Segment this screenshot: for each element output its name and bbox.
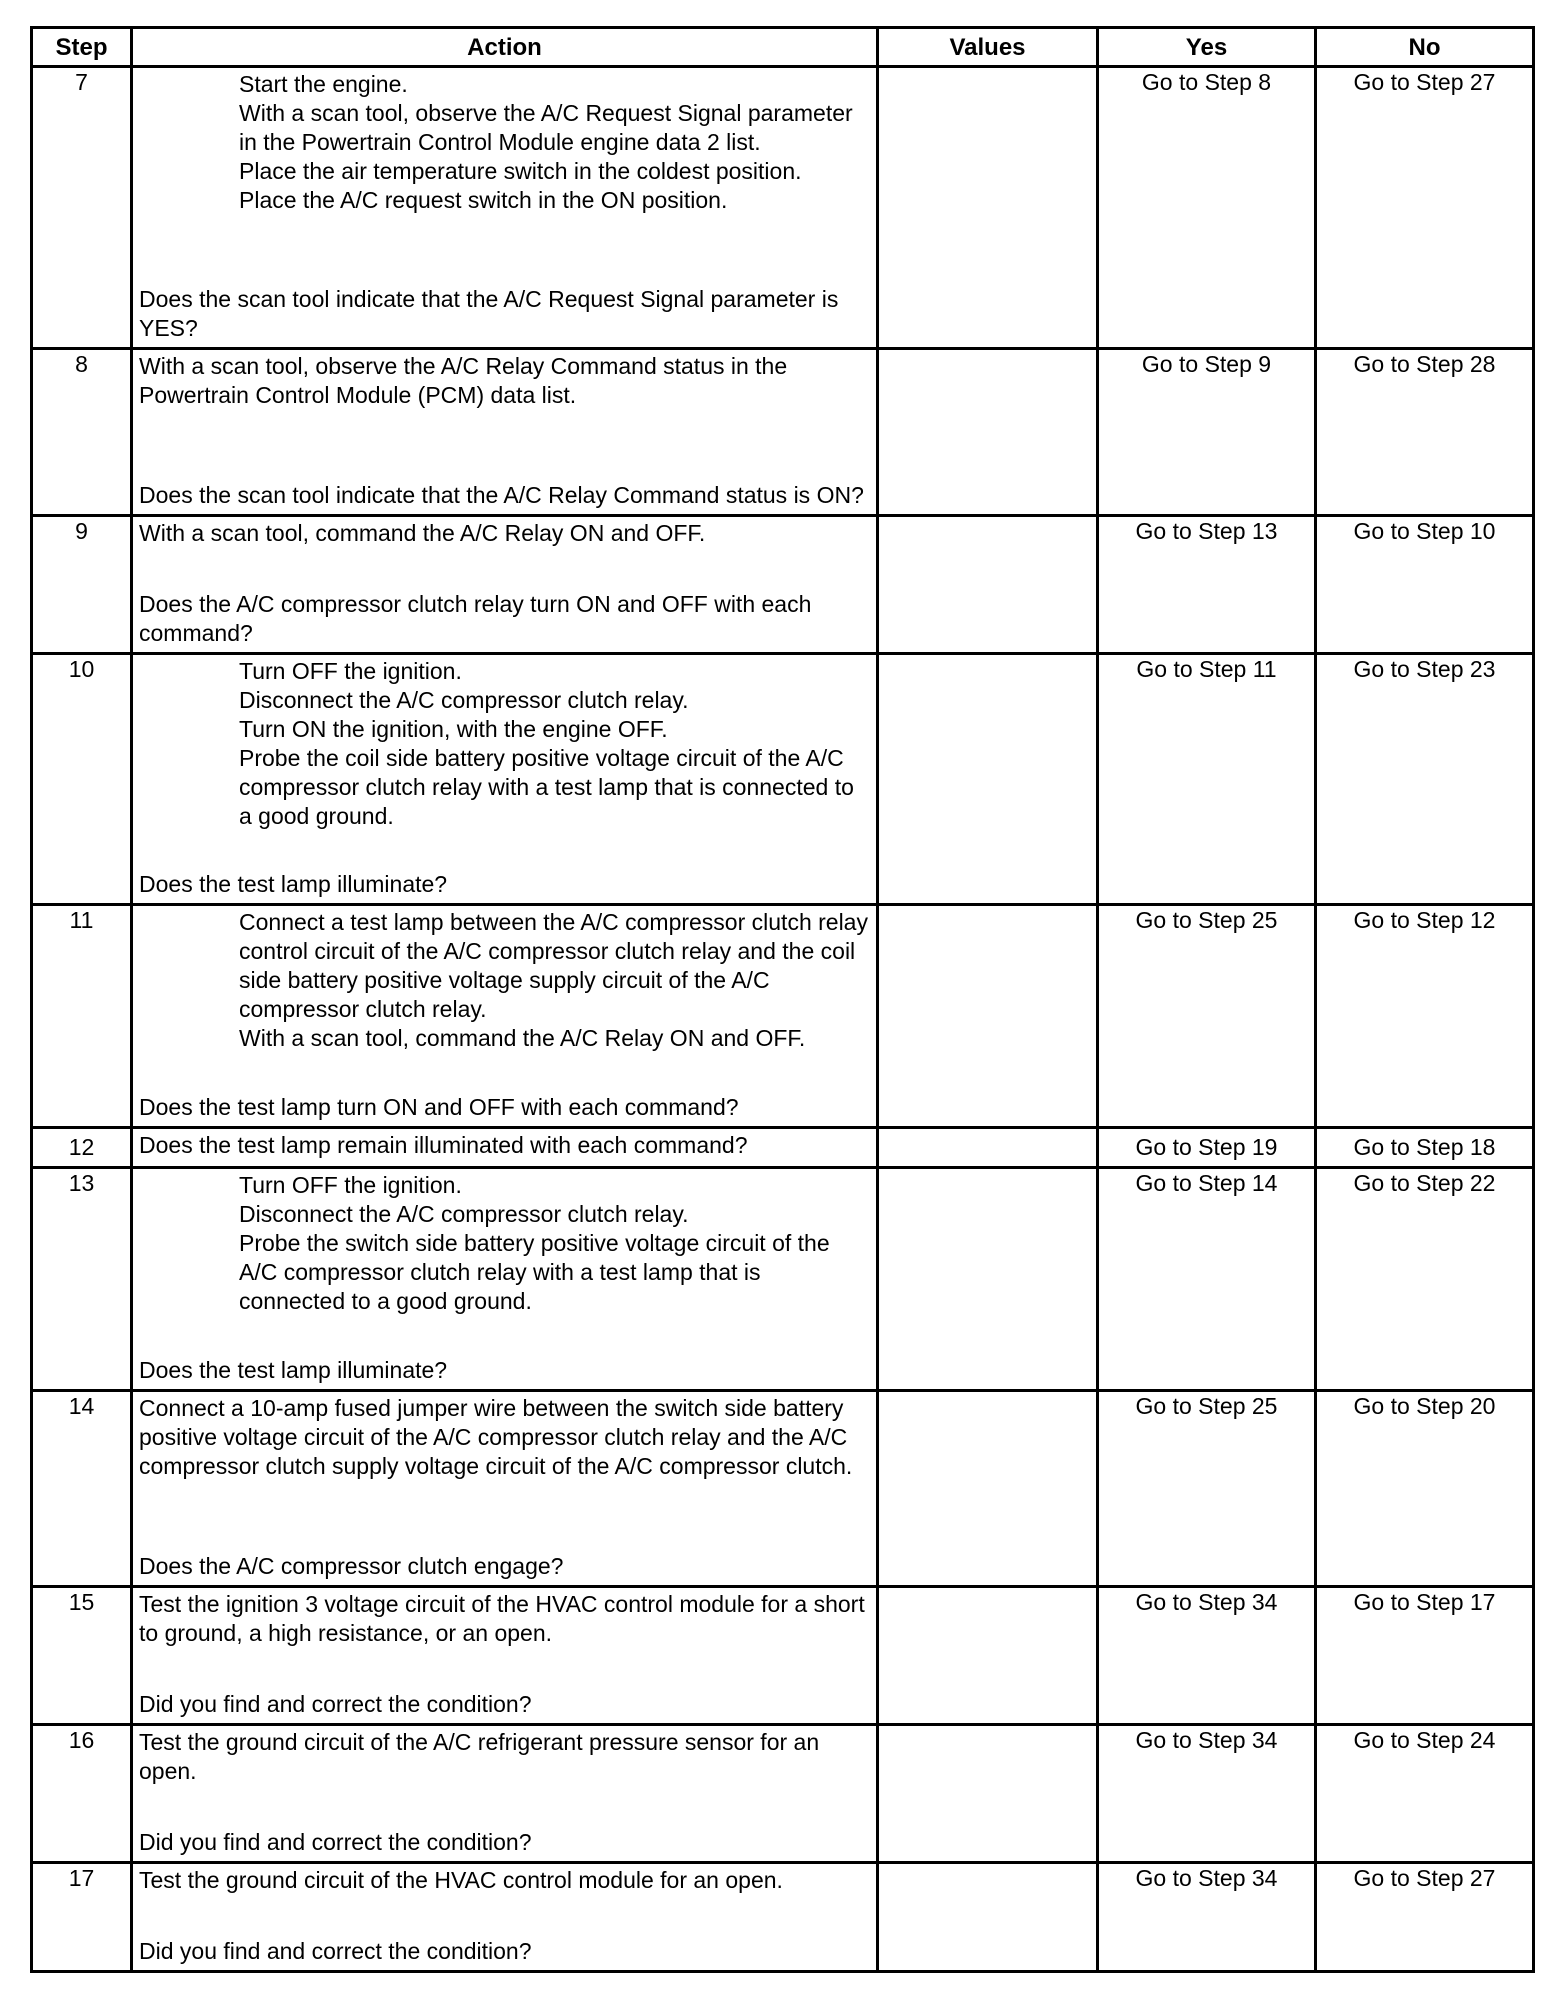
action-cell <box>132 905 878 1128</box>
step-number: 15 <box>32 1587 132 1725</box>
action-instruction-line: With a scan tool, observe the A/C Request Signal parameter in the Powertrain Control Module engine data 2 list. <box>239 100 853 155</box>
action-cell <box>132 1168 878 1391</box>
action-instructions <box>139 1171 870 1316</box>
action-instruction-line: Test the ground circuit of the A/C refrigerant pressure sensor for an open. <box>139 1729 820 1784</box>
action-instruction-line: Turn OFF the ignition. <box>239 1172 462 1198</box>
table-row <box>32 1168 1534 1391</box>
yes-goto: Go to Step 19 <box>1098 1128 1316 1168</box>
action-cell <box>132 1725 878 1863</box>
action-instructions <box>139 70 870 215</box>
action-instruction-line: Test the ground circuit of the HVAC control module for an open. <box>139 1867 783 1893</box>
step-number: 8 <box>32 349 132 516</box>
yes-goto: Go to Step 14 <box>1098 1168 1316 1391</box>
step-number: 11 <box>32 905 132 1128</box>
values-cell <box>878 654 1098 905</box>
step-number: 14 <box>32 1391 132 1587</box>
action-question: Does the test lamp illuminate? <box>139 871 448 897</box>
action-instruction-line: Turn OFF the ignition. <box>239 658 462 684</box>
action-instructions <box>139 1728 870 1786</box>
yes-goto: Go to Step 25 <box>1098 905 1316 1128</box>
step-number: 9 <box>32 516 132 654</box>
action-cell <box>132 654 878 905</box>
table-row <box>32 1725 1534 1863</box>
no-goto: Go to Step 27 <box>1316 67 1534 349</box>
action-instructions <box>139 908 870 1053</box>
step-number: 16 <box>32 1725 132 1863</box>
action-instruction-line: Connect a 10-amp fused jumper wire between the switch side battery positive voltage circuit of the A/C compressor clutch relay and the A/C compressor clutch supply voltage circuit of the A/C compressor clutch. <box>139 1395 853 1479</box>
action-instruction-line: Place the A/C request switch in the ON position. <box>239 187 728 213</box>
no-goto: Go to Step 18 <box>1316 1128 1534 1168</box>
action-instructions <box>139 1590 870 1648</box>
action-cell <box>132 67 878 349</box>
action-cell <box>132 1128 878 1168</box>
no-goto: Go to Step 22 <box>1316 1168 1534 1391</box>
yes-goto: Go to Step 9 <box>1098 349 1316 516</box>
action-cell <box>132 1587 878 1725</box>
header-step: Step <box>32 28 132 67</box>
yes-goto: Go to Step 25 <box>1098 1391 1316 1587</box>
header-row <box>32 28 1534 67</box>
yes-goto: Go to Step 34 <box>1098 1725 1316 1863</box>
table-row <box>32 1391 1534 1587</box>
table-row <box>32 516 1534 654</box>
no-goto: Go to Step 12 <box>1316 905 1534 1128</box>
no-goto: Go to Step 20 <box>1316 1391 1534 1587</box>
action-question: Does the test lamp remain illuminated with each command? <box>139 1132 748 1158</box>
values-cell <box>878 1391 1098 1587</box>
table-row <box>32 1128 1534 1168</box>
action-question: Does the A/C compressor clutch engage? <box>139 1553 564 1579</box>
action-instructions <box>139 519 870 548</box>
action-question: Does the test lamp illuminate? <box>139 1357 448 1383</box>
yes-goto: Go to Step 8 <box>1098 67 1316 349</box>
step-number: 7 <box>32 67 132 349</box>
action-question: Does the A/C compressor clutch relay turn ON and OFF with each command? <box>139 591 812 646</box>
action-instruction-line: Connect a test lamp between the A/C compressor clutch relay control circuit of the A/C compressor clutch relay and the coil side battery positive voltage supply circuit of the A/C compressor clutch relay. <box>239 909 868 1022</box>
values-cell <box>878 905 1098 1128</box>
action-instruction-line: Probe the coil side battery positive voltage circuit of the A/C compressor clutch relay with a test lamp that is connected to a good ground. <box>239 745 854 829</box>
action-instructions <box>139 1394 870 1481</box>
action-instructions <box>139 657 870 831</box>
header-action: Action <box>132 28 878 67</box>
action-instructions <box>139 1866 870 1895</box>
header-yes: Yes <box>1098 28 1316 67</box>
action-question: Does the scan tool indicate that the A/C Request Signal parameter is YES? <box>139 286 839 341</box>
values-cell <box>878 67 1098 349</box>
action-question: Did you find and correct the condition? <box>139 1938 532 1964</box>
action-question: Does the test lamp turn ON and OFF with each command? <box>139 1094 739 1120</box>
no-goto: Go to Step 27 <box>1316 1863 1534 1972</box>
action-cell <box>132 516 878 654</box>
yes-goto: Go to Step 11 <box>1098 654 1316 905</box>
action-question: Did you find and correct the condition? <box>139 1829 532 1855</box>
table-row <box>32 654 1534 905</box>
no-goto: Go to Step 24 <box>1316 1725 1534 1863</box>
action-instruction-line: Disconnect the A/C compressor clutch relay. <box>239 1201 689 1227</box>
values-cell <box>878 349 1098 516</box>
action-instruction-line: Probe the switch side battery positive voltage circuit of the A/C compressor clutch relay with a test lamp that is connected to a good ground. <box>239 1230 830 1314</box>
diagnostic-table <box>30 26 1535 1973</box>
action-instruction-line: Place the air temperature switch in the coldest position. <box>239 158 802 184</box>
no-goto: Go to Step 28 <box>1316 349 1534 516</box>
no-goto: Go to Step 10 <box>1316 516 1534 654</box>
action-instruction-line: Turn ON the ignition, with the engine OFF. <box>239 716 668 742</box>
table-row <box>32 905 1534 1128</box>
action-instructions <box>139 352 870 410</box>
header-no: No <box>1316 28 1534 67</box>
action-instruction-line: With a scan tool, observe the A/C Relay Command status in the Powertrain Control Module (PCM) data list. <box>139 353 788 408</box>
action-question: Did you find and correct the condition? <box>139 1691 532 1717</box>
step-number: 12 <box>32 1128 132 1168</box>
step-number: 17 <box>32 1863 132 1972</box>
action-cell <box>132 1863 878 1972</box>
yes-goto: Go to Step 13 <box>1098 516 1316 654</box>
yes-goto: Go to Step 34 <box>1098 1587 1316 1725</box>
step-number: 10 <box>32 654 132 905</box>
action-instruction-line: Disconnect the A/C compressor clutch relay. <box>239 687 689 713</box>
action-instruction-line: With a scan tool, command the A/C Relay ON and OFF. <box>139 520 706 546</box>
table-row <box>32 1587 1534 1725</box>
step-number: 13 <box>32 1168 132 1391</box>
header-values: Values <box>878 28 1098 67</box>
action-instruction-line: Test the ignition 3 voltage circuit of the HVAC control module for a short to ground, a high resistance, or an open. <box>139 1591 865 1646</box>
action-cell <box>132 349 878 516</box>
action-instruction-line: Start the engine. <box>239 71 408 97</box>
no-goto: Go to Step 17 <box>1316 1587 1534 1725</box>
table-row <box>32 349 1534 516</box>
no-goto: Go to Step 23 <box>1316 654 1534 905</box>
values-cell <box>878 516 1098 654</box>
values-cell <box>878 1168 1098 1391</box>
values-cell <box>878 1863 1098 1972</box>
table-row <box>32 67 1534 349</box>
values-cell <box>878 1725 1098 1863</box>
table-row <box>32 1863 1534 1972</box>
action-question: Does the scan tool indicate that the A/C Relay Command status is ON? <box>139 482 864 508</box>
values-cell <box>878 1587 1098 1725</box>
values-cell <box>878 1128 1098 1168</box>
action-cell <box>132 1391 878 1587</box>
action-instruction-line: With a scan tool, command the A/C Relay ON and OFF. <box>239 1025 806 1051</box>
yes-goto: Go to Step 34 <box>1098 1863 1316 1972</box>
